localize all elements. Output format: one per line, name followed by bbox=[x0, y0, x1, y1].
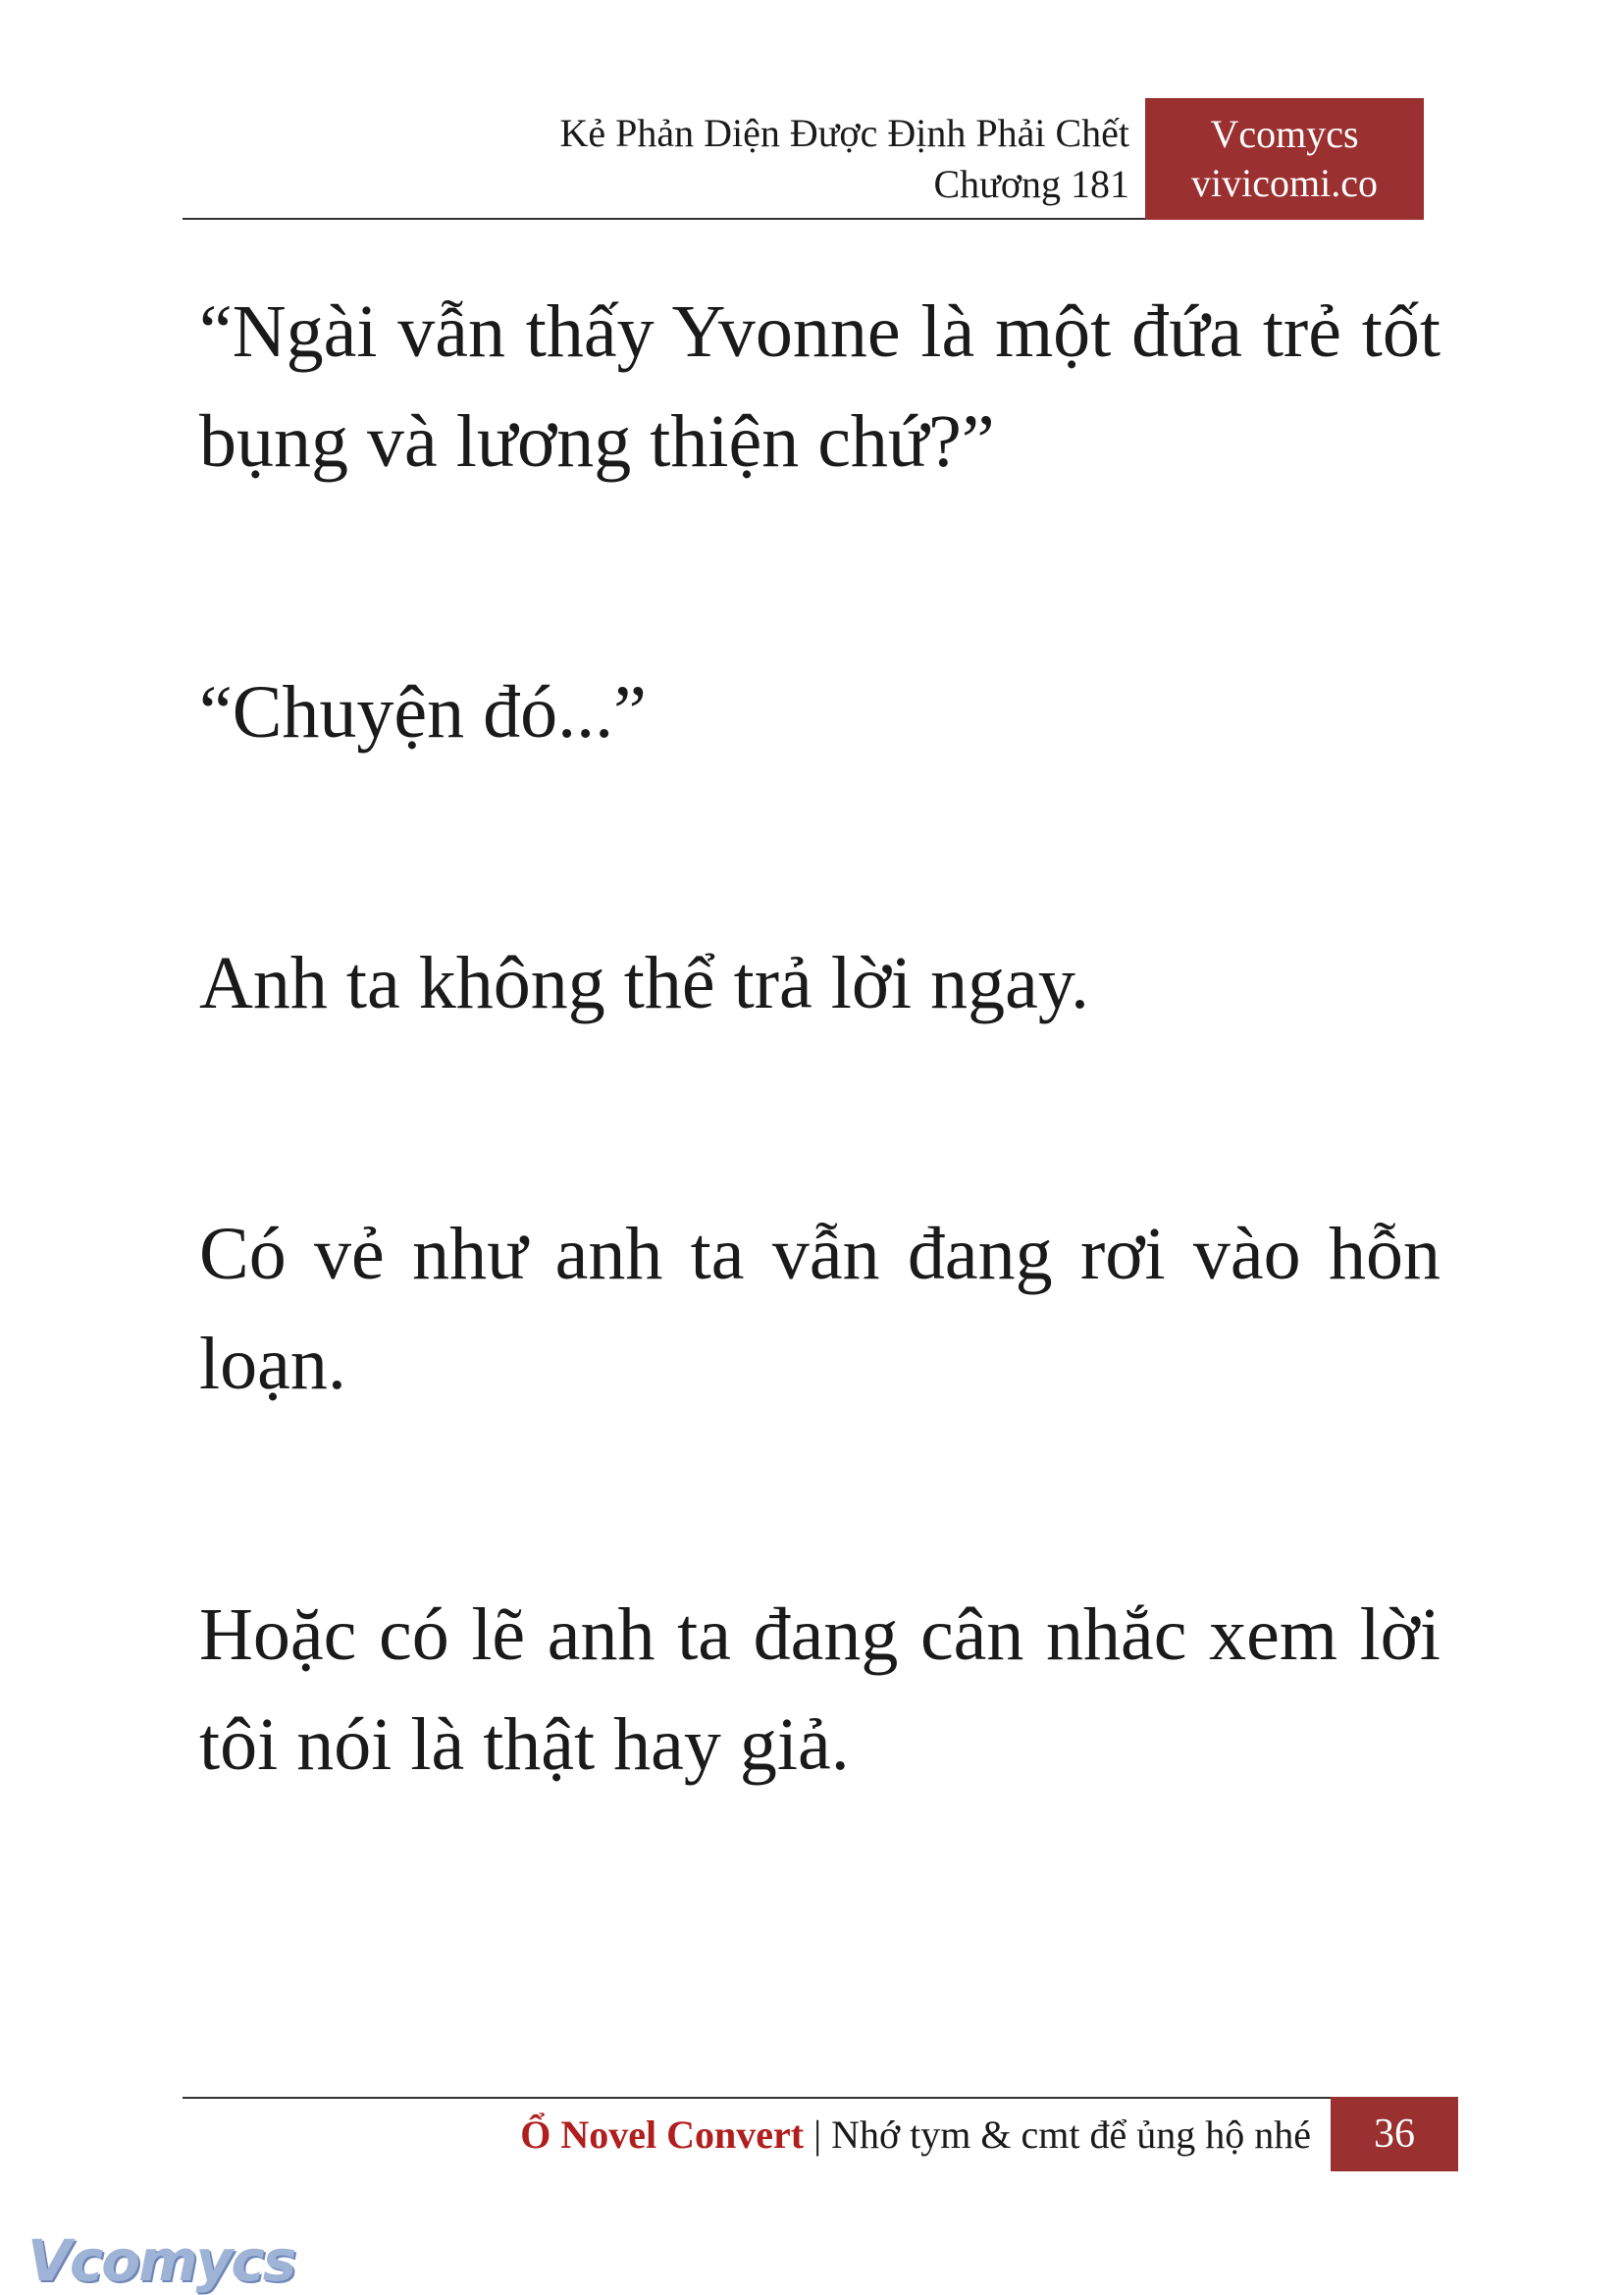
footer-divider bbox=[183, 2097, 1331, 2099]
book-title: Kẻ Phản Diện Được Định Phải Chết bbox=[559, 111, 1129, 155]
page-number: 36 bbox=[1331, 2097, 1458, 2171]
chapter-body bbox=[199, 277, 1441, 1960]
paragraph-2: “Chuyện đó...” bbox=[199, 671, 647, 754]
footer-brand: Ổ Novel Convert bbox=[520, 2112, 805, 2157]
paragraph-5: Hoặc có lẽ anh ta đang cân nhắc xem lời tôi nói là thật hay giả. bbox=[199, 1593, 1441, 1786]
site-url: vivicomi.co bbox=[1191, 161, 1378, 205]
paragraph-4: Có vẻ như anh ta vẫn đang rơi vào hỗn loạn. bbox=[199, 1213, 1441, 1405]
watermark-logo: Vcomycs bbox=[27, 2227, 295, 2294]
paragraph-1: “Ngài vẫn thấy Yvonne là một đứa trẻ tốt bụng và lương thiện chứ?” bbox=[199, 290, 1441, 483]
header-divider bbox=[183, 218, 1145, 220]
chapter-label: Chương 181 bbox=[933, 162, 1129, 206]
footer-note: Nhớ tym & cmt để ủng hộ nhé bbox=[831, 2112, 1311, 2157]
site-name: Vcomycs bbox=[1210, 112, 1359, 156]
footer-separator: | bbox=[813, 2112, 822, 2157]
page-footer bbox=[183, 2097, 1458, 2171]
page-header bbox=[183, 98, 1424, 220]
header-title-block bbox=[559, 108, 1129, 210]
footer-credit bbox=[520, 2111, 1311, 2160]
site-badge bbox=[1145, 98, 1424, 220]
paragraph-3: Anh ta không thể trả lời ngay. bbox=[199, 942, 1089, 1024]
